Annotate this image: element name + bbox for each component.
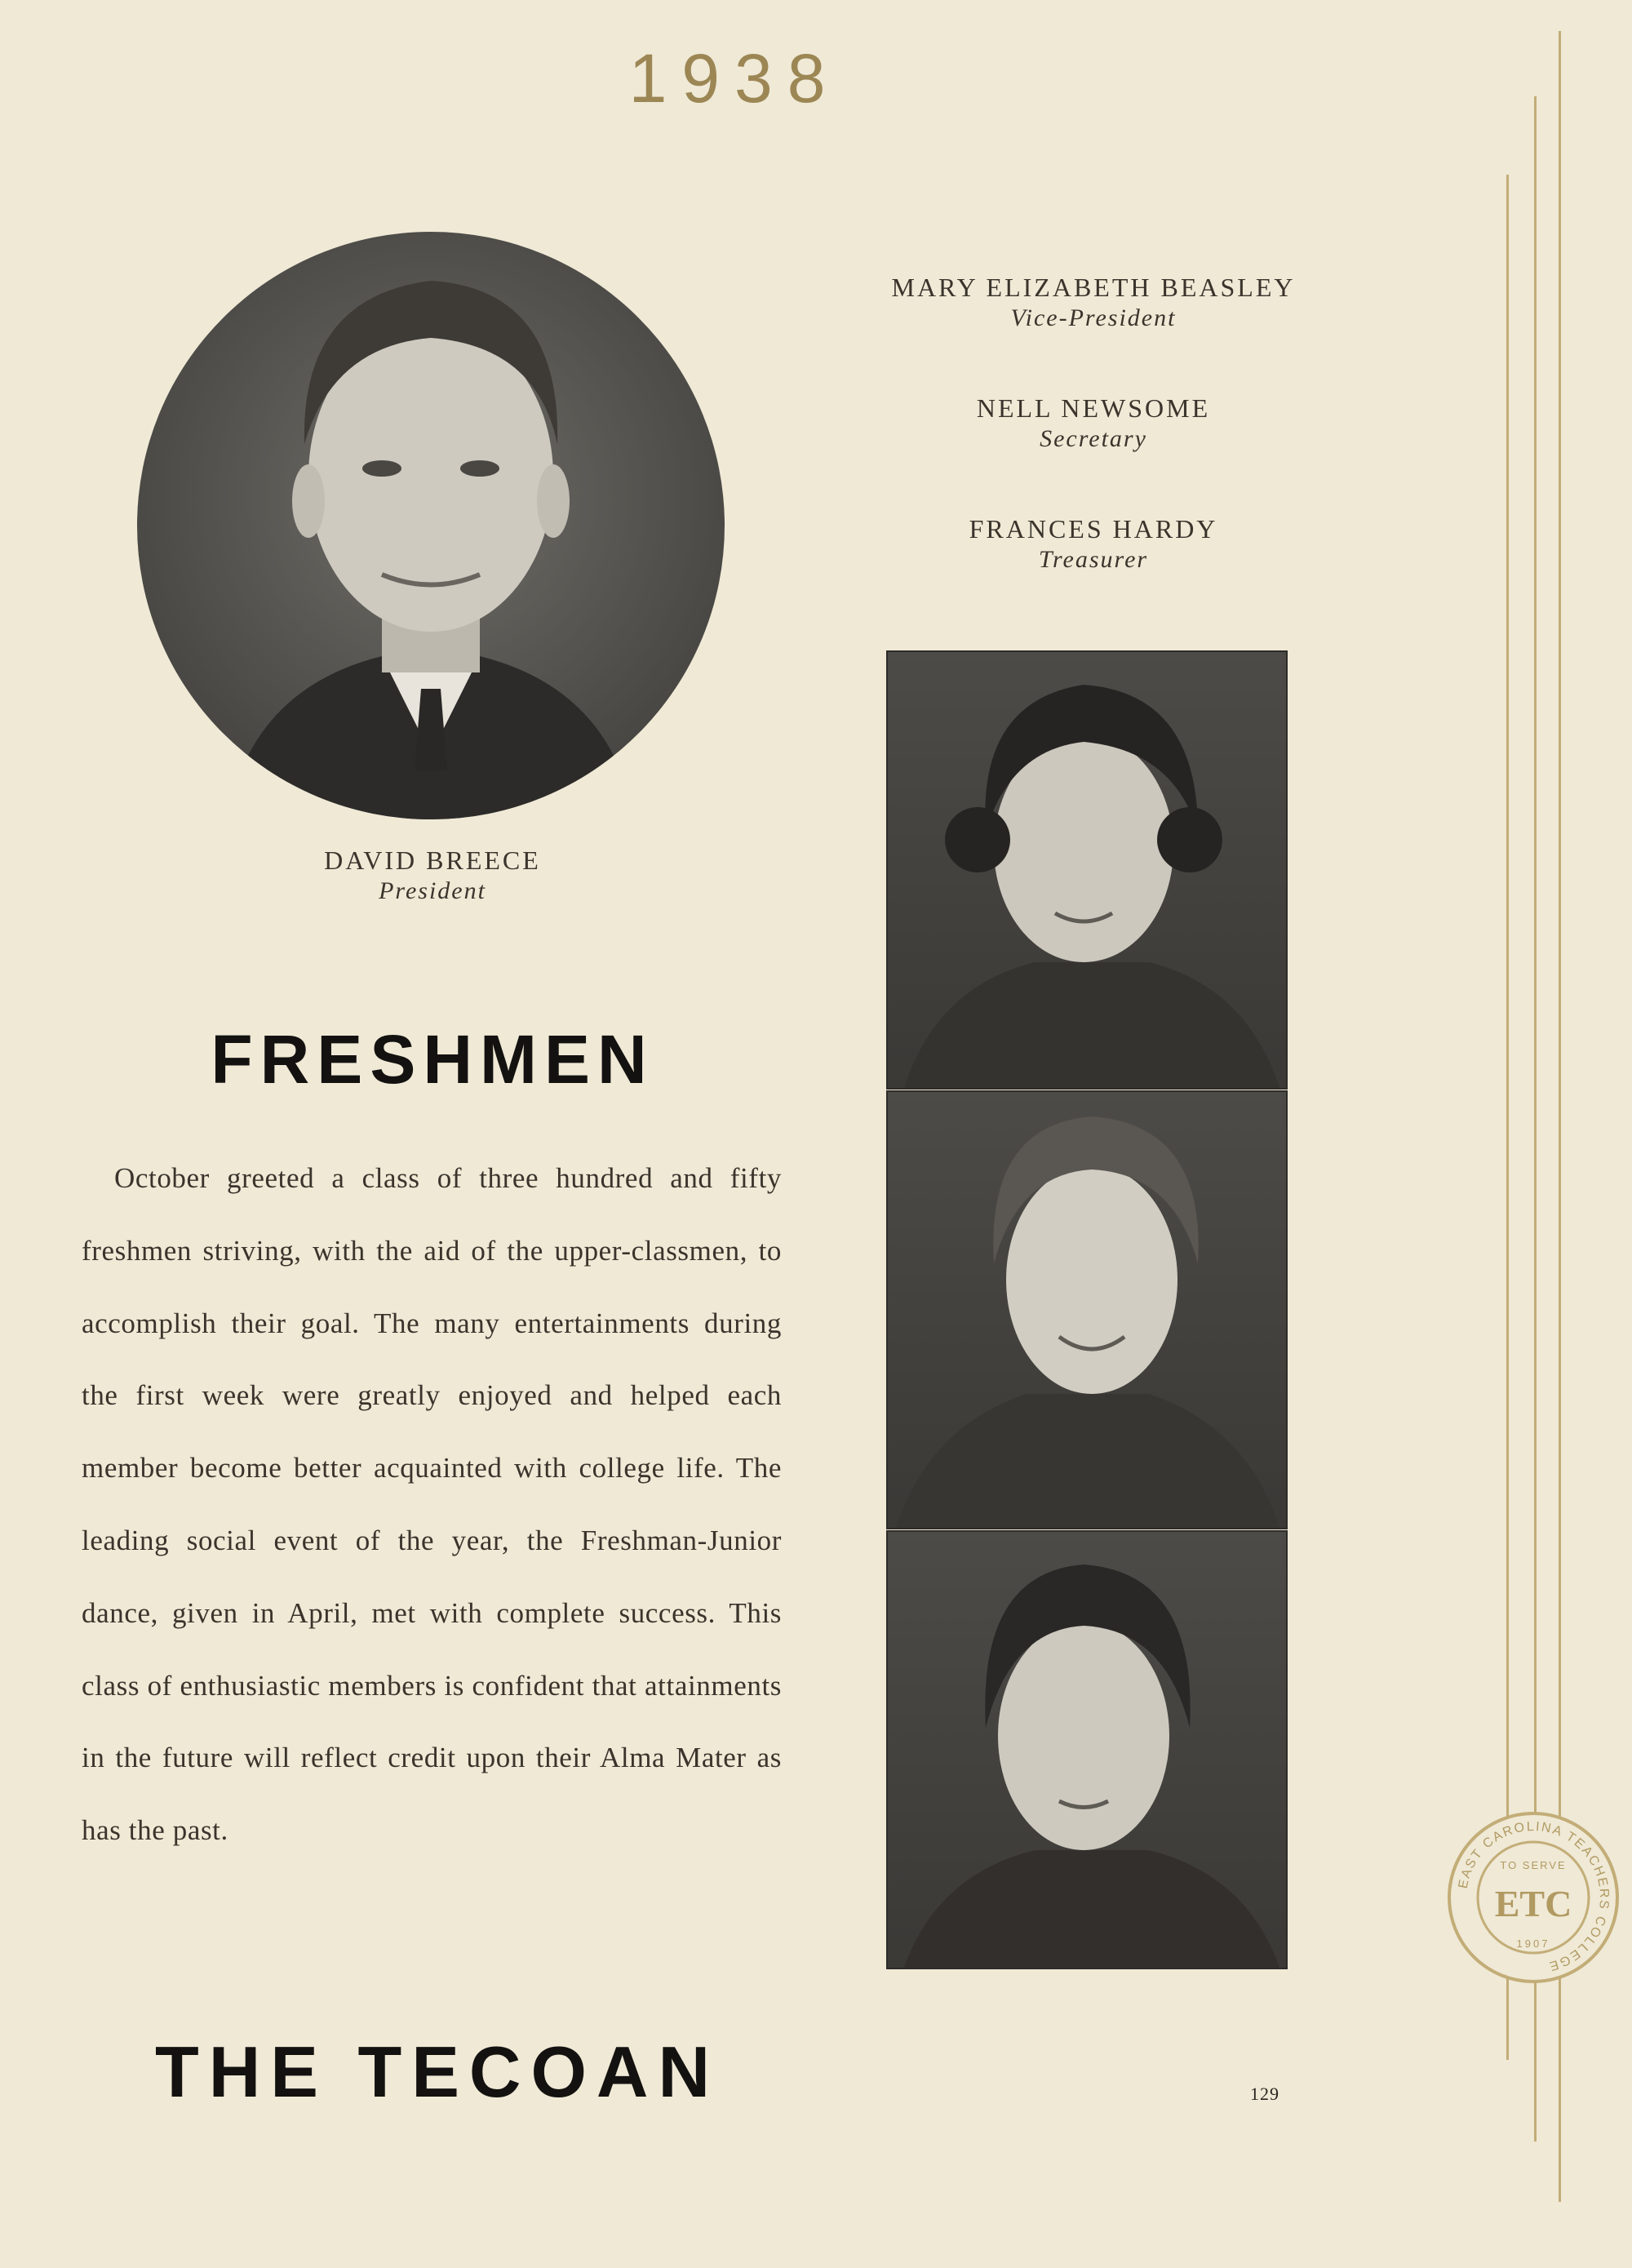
page-number: 129 (1250, 2084, 1279, 2104)
secretary-name: NELL NEWSOME (976, 393, 1211, 423)
publication-title: THE TECOAN (155, 2031, 720, 2112)
vice-president-name: MARY ELIZABETH BEASLEY (891, 273, 1296, 302)
vice-president-caption (816, 273, 1371, 332)
president-portrait (137, 232, 725, 819)
decorative-rule (1506, 175, 1509, 2060)
secretary-photo-icon (888, 1092, 1286, 1528)
treasurer-role: Treasurer (1038, 546, 1149, 573)
treasurer-name: FRANCES HARDY (969, 514, 1218, 544)
treasurer-portrait (886, 1530, 1288, 1969)
treasurer-caption (816, 514, 1371, 574)
college-seal-icon (1446, 1810, 1621, 1985)
vice-president-photo-icon (888, 652, 1286, 1088)
president-name: DAVID BREECE (324, 846, 541, 875)
secretary-caption (816, 393, 1371, 453)
vice-president-role: Vice-President (1010, 304, 1177, 331)
secretary-portrait (886, 1090, 1288, 1529)
vice-president-portrait (886, 650, 1288, 1090)
president-role: President (379, 877, 486, 904)
seal-motto: TO SERVE (1500, 1859, 1567, 1871)
section-title: FRESHMEN (211, 1021, 654, 1098)
president-photo-icon (137, 232, 725, 819)
treasurer-photo-icon (888, 1532, 1286, 1968)
seal-year: 1907 (1516, 1937, 1550, 1950)
secretary-role: Secretary (1040, 425, 1147, 452)
president-caption (147, 846, 718, 905)
seal-monogram: ETC (1494, 1883, 1572, 1924)
section-body: October greeted a class of three hundred and fifty freshmen striving, with the aid of the upper-classmen, to accomplish their goal. The many entertainments during the first week were greatly enjoyed and helped each member become better acquainted with college life. The leading social event of the year, the Freshman-Junior dance, given in April, met with complete success. This class of enthusiastic members is confident that attainments in the future will reflect credit upon their Alma Mater as has the past. (82, 1162, 782, 1847)
yearbook-year: 1938 (628, 40, 840, 117)
seal-outer-text: EAST CAROLINA TEACHERS COLLEGE (1456, 1819, 1612, 1973)
